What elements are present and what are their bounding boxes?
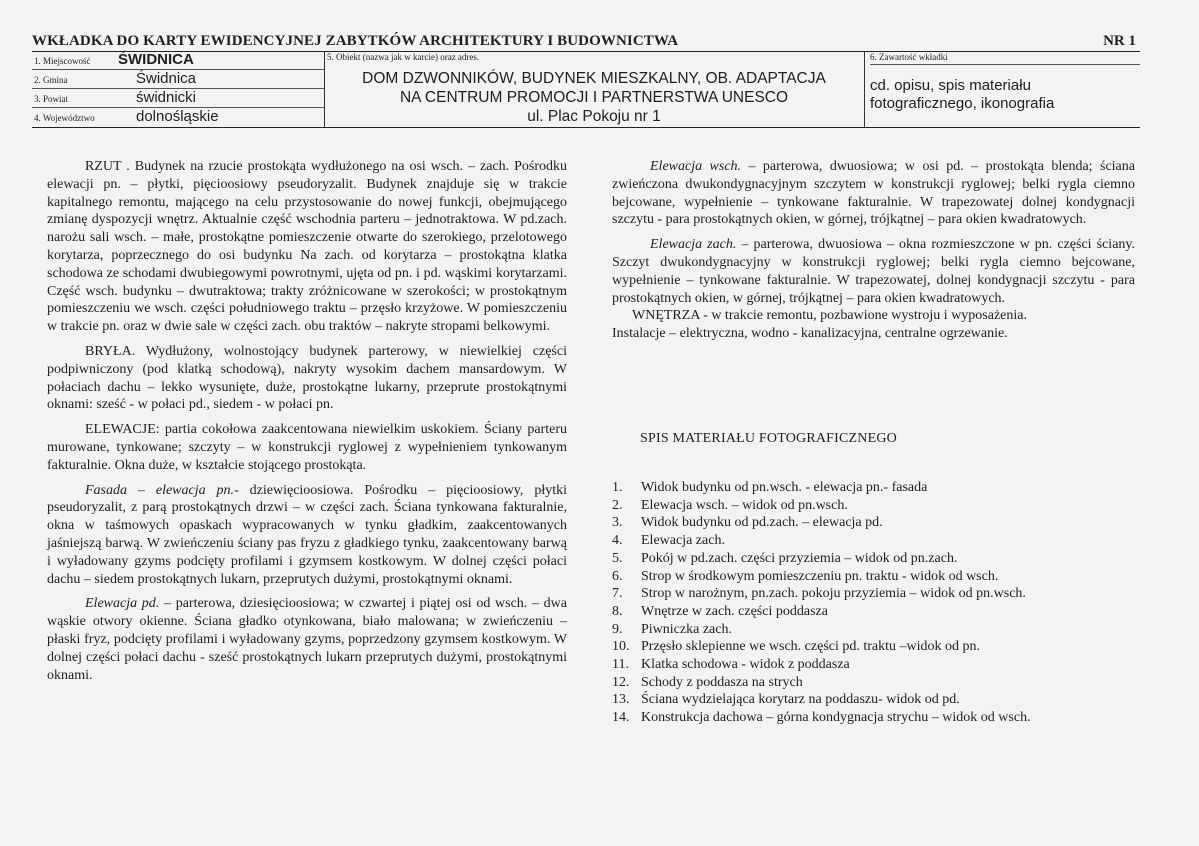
field-town [32, 51, 324, 70]
list-item-number: 14. [612, 710, 630, 726]
list-item [612, 656, 1132, 674]
field-voivodeship [32, 108, 324, 126]
title-bar [32, 33, 1140, 52]
list-item-text: Elewacja wsch. – widok od pn.wsch. [641, 497, 848, 513]
field-label: 3. Powiat [34, 94, 69, 104]
paragraph-elewacja-pd [47, 595, 567, 684]
list-item-number: 6. [612, 568, 623, 584]
content-label: 6. Zawartość wkładki [870, 52, 1140, 65]
field-value: ŚWIDNICA [118, 51, 194, 68]
fasada-heading: Fasada – elewacja pn. [85, 482, 235, 498]
list-item-text: Elewacja zach. [641, 533, 725, 549]
content-field [864, 51, 1140, 127]
list-item [612, 709, 1132, 727]
elewacja-pd-heading: Elewacja pd. [85, 596, 160, 612]
list-item-text: Klatka schodowa - widok z poddasza [641, 657, 850, 673]
list-item [612, 691, 1132, 709]
paragraph-fasada [47, 482, 567, 589]
paragraph-bryla: BRYŁA. Wydłużony, wolnostojący budynek parterowy, w niewielkiej części podpiwniczony (pod klatką schodową), nakryty wysokim dachem mansardowym. W połaciach dachu – lekko wysunięte, duże, prostokątne lukarny, przeprute prostokątnymi oknami: sześć - w połaci pd., siedem - w połaci pn. [47, 343, 567, 413]
field-commune [32, 70, 324, 89]
elewacja-wsch-text: – parterowa, dwuosiowa; w osi pd. – prostokąta blenda; ściana zwieńczona dwukondygnacyjnym szczytem w konstrukcji ryglowej; belki rygla ciemno bejcowane, wypełnienie – tynkowane fakturalnie. W trapezowatej dolnej kondygnacji szczytu - para prostokątnych okien, w górnej, trójkątnej – para okien kwadratowych. [612, 159, 1135, 228]
list-item-text: Strop w środkowym pomieszczeniu pn. traktu - widok od wsch. [641, 568, 999, 584]
list-item-number: 11. [612, 657, 629, 673]
list-item [612, 550, 1132, 568]
left-column [47, 158, 567, 691]
list-item-text: Piwniczka zach. [641, 621, 732, 637]
field-value: Świdnica [136, 70, 197, 87]
content-value: cd. opisu, spis materiału fotograficznego, ikonografia [870, 77, 1055, 112]
list-item [612, 497, 1132, 515]
paragraph-rzut: RZUT . Budynek na rzucie prostokąta wydłużonego na osi wsch. – zach. Pośrodku elewacji pn. – płytki, pięcioosiowy pseudoryzalit. Budynek znajduje się w trakcie kapitalnego remontu, mającego na celu przystosowanie do nowej funkcji, obejmującego zmianę dyspozycji wnętrz. Aktualnie część wschodnia parteru – jednotraktowa. W pd.zach. narożu sali wsch. – małe, prostokątne pomieszczenie otwarte do szerokiego, przelotowego korytarza, poprzecznego do osi budynku Na zach. od korytarza – prostokątna klatka schodowa ze schodami dwubiegowymi powrotnymi, ujęta od pn. i pd. wąskimi korytarzami. Część wsch. budynku – dwutraktowa; trakty zróżnicowane w szerokości; w prostokątnym pomieszczeniu we wsch. części południowego traktu – przęsło krzyżowe. W pomieszczeniu w trakcie pn. oraz w dwie sale w części zach. obu traktów – nakryte stropami belkowymi. [47, 159, 567, 335]
list-item [612, 603, 1132, 621]
field-label: 4. Województwo [34, 113, 95, 123]
paragraph-elewacje: ELEWACJE: partia cokołowa zaakcentowana niewielkim uskokiem. Ściany parteru murowane, tynkowane; szczyty – w konstrukcji ryglowej z wypełnieniem tynkowanym fakturalnie. Okna duże, w kształcie stojącego prostokąta. [47, 422, 567, 473]
list-item [612, 568, 1132, 586]
list-item-number: 8. [612, 603, 623, 619]
list-item-text: Ściana wydzielająca korytarz na poddaszu- widok od pd. [641, 692, 960, 708]
object-address: ul. Plac Pokoju nr 1 [527, 108, 661, 125]
list-item [612, 621, 1132, 639]
list-item-text: Strop w narożnym, pn.zach. pokoju przyziemia – widok od pn.wsch. [641, 586, 1026, 602]
paragraph-wnetrza: WNĘTRZA - w trakcie remontu, pozbawione wystroju i wyposażenia. [632, 308, 1028, 324]
elewacja-pd-text: – parterowa, dziesięcioosiowa; w czwartej i piątej osi od wsch. – dwa wąskie otwory okienne. Ściana gładko otynkowana, biało malowana; w zwieńczeniu – płaski fryz, podcięty profilami i wyładowany gzyms, poprzedzony gzymsem kostkowym. W dolnej części połaci dachu - sześć prostokątnych lukarn przeprutych dużymi, prostokątnymi oknami. [47, 596, 568, 683]
list-item-text: Pokój w pd.zach. części przyziemia – widok od pn.zach. [641, 550, 958, 566]
list-item-text: Wnętrze w zach. części poddasza [641, 603, 828, 619]
list-item-text: Widok budynku od pn.wsch. - elewacja pn.- fasada [641, 480, 928, 495]
list-item-number: 1. [612, 480, 623, 495]
list-item-text: Widok budynku od pd.zach. – elewacja pd. [641, 515, 883, 531]
header-table [32, 51, 1140, 128]
elewacja-zach-heading: Elewacja zach. [650, 237, 737, 253]
list-item-text: Przęsło sklepienne we wsch. części pd. traktu –widok od pn. [641, 639, 981, 655]
paragraph-elewacja-zach [612, 236, 1135, 307]
list-item [612, 479, 1132, 497]
list-item-number: 2. [612, 497, 623, 513]
list-item-text: Schody z poddasza na strych [641, 674, 803, 690]
list-item-number: 7. [612, 586, 623, 602]
list-item-number: 3. [612, 515, 623, 531]
paragraph-elewacja-wsch [612, 158, 1135, 229]
list-item [612, 532, 1132, 550]
field-label: 1. Miejscowość [34, 56, 91, 66]
list-item [612, 674, 1132, 692]
object-field [324, 51, 865, 127]
list-item-number: 13. [612, 692, 630, 708]
field-value: świdnicki [136, 89, 197, 106]
location-fields [32, 51, 325, 127]
photo-list-title: SPIS MATERIAŁU FOTOGRAFICZNEGO [640, 431, 897, 446]
object-line-2: NA CENTRUM PROMOCJI I PARTNERSTWA UNESCO [399, 89, 789, 106]
right-column [612, 158, 1135, 343]
object-label: 5. Obiekt (nazwa jak w karcie) oraz adres. [327, 52, 480, 62]
photo-list [612, 479, 1132, 727]
document-title: WKŁADKA DO KARTY EWIDENCYJNEJ ZABYTKÓW ARCHITEKTURY I BUDOWNICTWA [32, 33, 679, 49]
field-county [32, 89, 324, 108]
insert-number: NR 1 [1103, 33, 1136, 49]
object-name [324, 69, 864, 126]
list-item-text: Konstrukcja dachowa – górna kondygnacja strychu – widok od wsch. [641, 710, 1031, 726]
field-value: dolnośląskie [136, 108, 219, 125]
elewacja-zach-text: – parterowa, dwuosiowa – okna rozmieszczone w pn. części ściany. Szczyt dwukondygnacyjny w konstrukcji ryglowej; belki rygla ciemno bejcowane, wypełnienie – tynkowane fakturalnie. W trapezowatej, dolnej kondygnacji szczytu - para prostokątnych okien, w górnej, trójkątnej – para okien kwadratowych. [612, 237, 1136, 306]
list-item [612, 585, 1132, 603]
field-label: 2. Gmina [34, 75, 68, 85]
elewacja-wsch-heading: Elewacja wsch. [650, 159, 742, 174]
list-item-number: 12. [612, 674, 630, 690]
list-item-number: 4. [612, 533, 623, 549]
list-item-number: 9. [612, 621, 623, 637]
list-item [612, 638, 1132, 656]
list-item-number: 5. [612, 550, 623, 566]
list-item [612, 514, 1132, 532]
object-line-1: DOM DZWONNIKÓW, BUDYNEK MIESZKALNY, OB. ADAPTACJA [362, 70, 826, 87]
fasada-text: - dziewięcioosiowa. Pośrodku – pięcioosiowy, płytki pseudoryzalit, z parą prostokątnych drzwi – w części zach. Ściana tynkowana fakturalnie, okna w taśmowych opaskach wypracowanych w tynku gładkim, zaakcentowanych jaśniejszą barwą. W zwieńczeniu ściany pas fryzu z gładkiego tynku, zaakcentowany barwą i wyładowany gzyms podcięty profilami i gzymsem kostkowym. W dolnej części połaci dachu – siedem prostokątnych lukarn, przeprutych dużymi, prostokątnymi oknami. [47, 482, 567, 587]
paragraph-instalacje: Instalacje – elektryczna, wodno - kanalizacyjna, centralne ogrzewanie. [612, 326, 1008, 342]
list-item-number: 10. [612, 639, 630, 655]
